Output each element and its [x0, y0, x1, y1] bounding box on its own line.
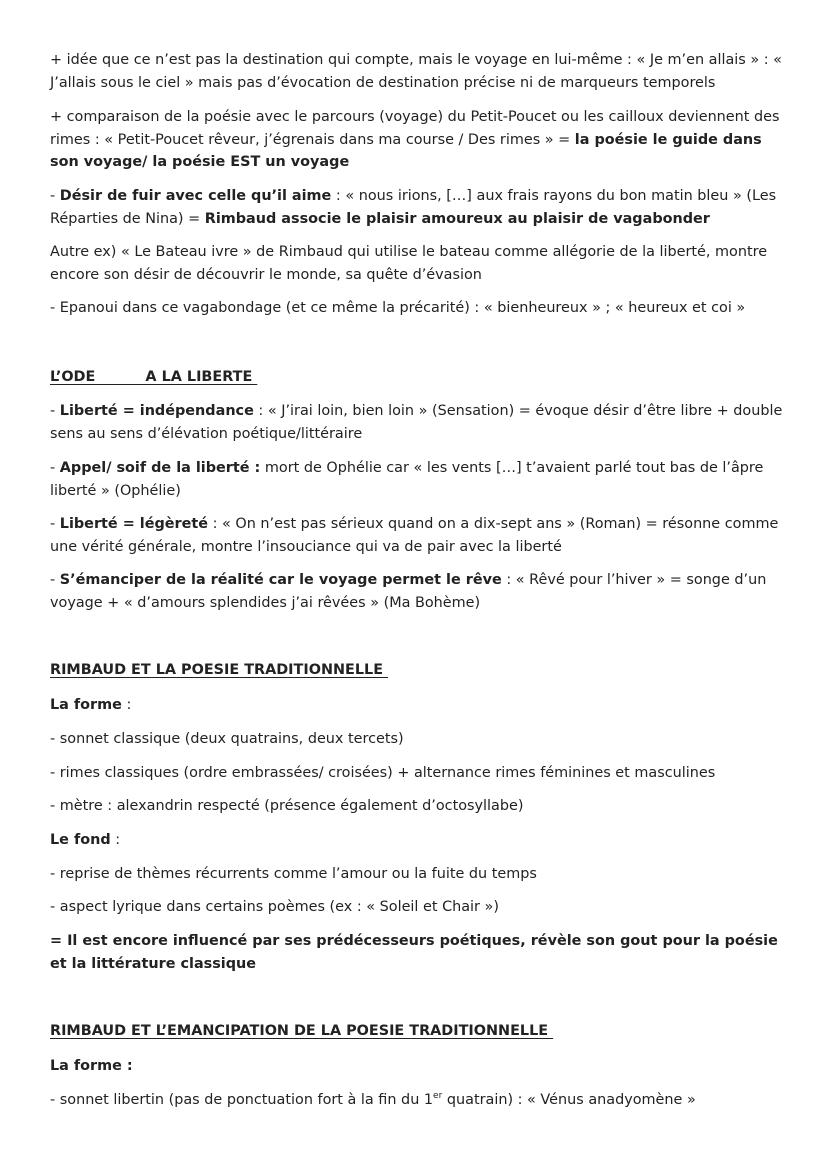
text: - [50, 460, 60, 476]
text: Autre ex) « Le Bateau ivre » de Rimbaud qui utilise le bateau comme allégorie de la liberté, montre encore son désir de découvrir le monde, sa quête d’évasion [50, 244, 768, 283]
paragraph-liberte-legerete [50, 513, 790, 558]
bold-text: Liberté = légèreté [59, 516, 209, 532]
list-item: - rimes classiques (ordre embrassées/ croisées) + alternance rimes féminines et masculines [50, 765, 716, 781]
paragraph-petit-poucet [50, 106, 790, 174]
bold-text: S’émanciper de la réalité car le voyage permet le rêve [59, 572, 502, 588]
subheading-la-forme [50, 694, 790, 717]
paragraph-liberte-independance [50, 400, 790, 445]
text: : « On n’est pas sérieux quand on a dix-sept ans » (Roman) = résonne comme une vérité générale, montre l’insouciance qui va de pair avec la liberté [50, 516, 779, 555]
text: : « Rêvé pour l’hiver » = songe d’un voyage + « d’amours splendides j’ai rêvées » (Ma Bohème) [50, 572, 767, 611]
text: mort de Ophélie car « les vents […] t’avaient parlé tout bas de l’âpre liberté » (Ophélie) [50, 460, 764, 499]
text: - [50, 188, 60, 204]
paragraph-destination [50, 49, 790, 94]
text: - [50, 403, 60, 419]
bold-text: Désir de fuir avec celle qu’il aime [59, 188, 332, 204]
subheading-la-forme-2: La forme : [50, 1058, 133, 1074]
bold-text: Rimbaud associe le plaisir amoureux au plaisir de vagabonder [204, 210, 710, 227]
text: - Epanoui dans ce vagabondage (et ce même la précarité) : « bienheureux » ; « heureux et coi » [50, 300, 746, 316]
paragraph-desir-de-fuir [50, 185, 790, 230]
bold-text: Appel/ soif de la liberté : [59, 460, 261, 476]
text: : [110, 832, 121, 848]
bold-text: la poésie le guide dans son voyage/ la poésie EST un voyage [50, 131, 762, 170]
text: : [121, 697, 132, 713]
conclusion-paragraph: = Il est encore influencé par ses prédécesseurs poétiques, révèle son gout pour la poésie et la littérature classique [50, 933, 778, 972]
subheading-le-fond [50, 829, 790, 852]
list-item: - mètre : alexandrin respecté (présence également d’octosyllabe) [50, 798, 524, 814]
text: quatrain) : « Vénus anadyomène » [442, 1092, 696, 1108]
bold-text: Liberté = indépendance [59, 403, 254, 419]
text: : « J’irai loin, bien loin » (Sensation) = évoque désir d’être libre + double sens au sens d’élévation poétique/littéraire [50, 403, 783, 442]
bold-text: La forme [50, 697, 122, 713]
list-item: - reprise de thèmes récurrents comme l’amour ou la fuite du temps [50, 866, 537, 882]
text: + comparaison de la poésie avec le parcours (voyage) du Petit-Poucet ou les cailloux deviennent des rimes : « Petit-Poucet rêveur, j’égrenais dans ma course / Des rimes » = [50, 109, 780, 148]
text: + idée que ce n’est pas la destination qui compte, mais le voyage en lui-même : « Je m’en allais » : « J’allais sous le ciel » mais pas d’évocation de destination précise ni de marqueurs temporels [50, 52, 782, 91]
paragraph-bateau-ivre [50, 241, 790, 286]
heading-ode-liberte: L’ODE A LA LIBERTE [50, 369, 258, 385]
text: - [50, 572, 60, 588]
paragraph-appel-liberte [50, 457, 790, 502]
text: : « nous irions, […] aux frais rayons du bon matin bleu » (Les Réparties de Nina) = [50, 188, 777, 227]
paragraph-epanoui [50, 297, 790, 320]
paragraph-emanciper-realite [50, 569, 790, 614]
text: - sonnet libertin (pas de ponctuation fort à la fin du 1 [50, 1092, 434, 1108]
heading-emancipation: RIMBAUD ET L’EMANCIPATION DE LA POESIE TRADITIONNELLE [50, 1023, 554, 1039]
list-item [50, 1089, 790, 1112]
text: - [50, 516, 60, 532]
list-item: - aspect lyrique dans certains poèmes (ex : « Soleil et Chair ») [50, 899, 499, 915]
superscript: er [433, 1091, 443, 1101]
list-item: - sonnet classique (deux quatrains, deux tercets) [50, 731, 404, 747]
bold-text: Le fond [50, 832, 111, 848]
heading-poesie-traditionnelle: RIMBAUD ET LA POESIE TRADITIONNELLE [50, 662, 389, 678]
